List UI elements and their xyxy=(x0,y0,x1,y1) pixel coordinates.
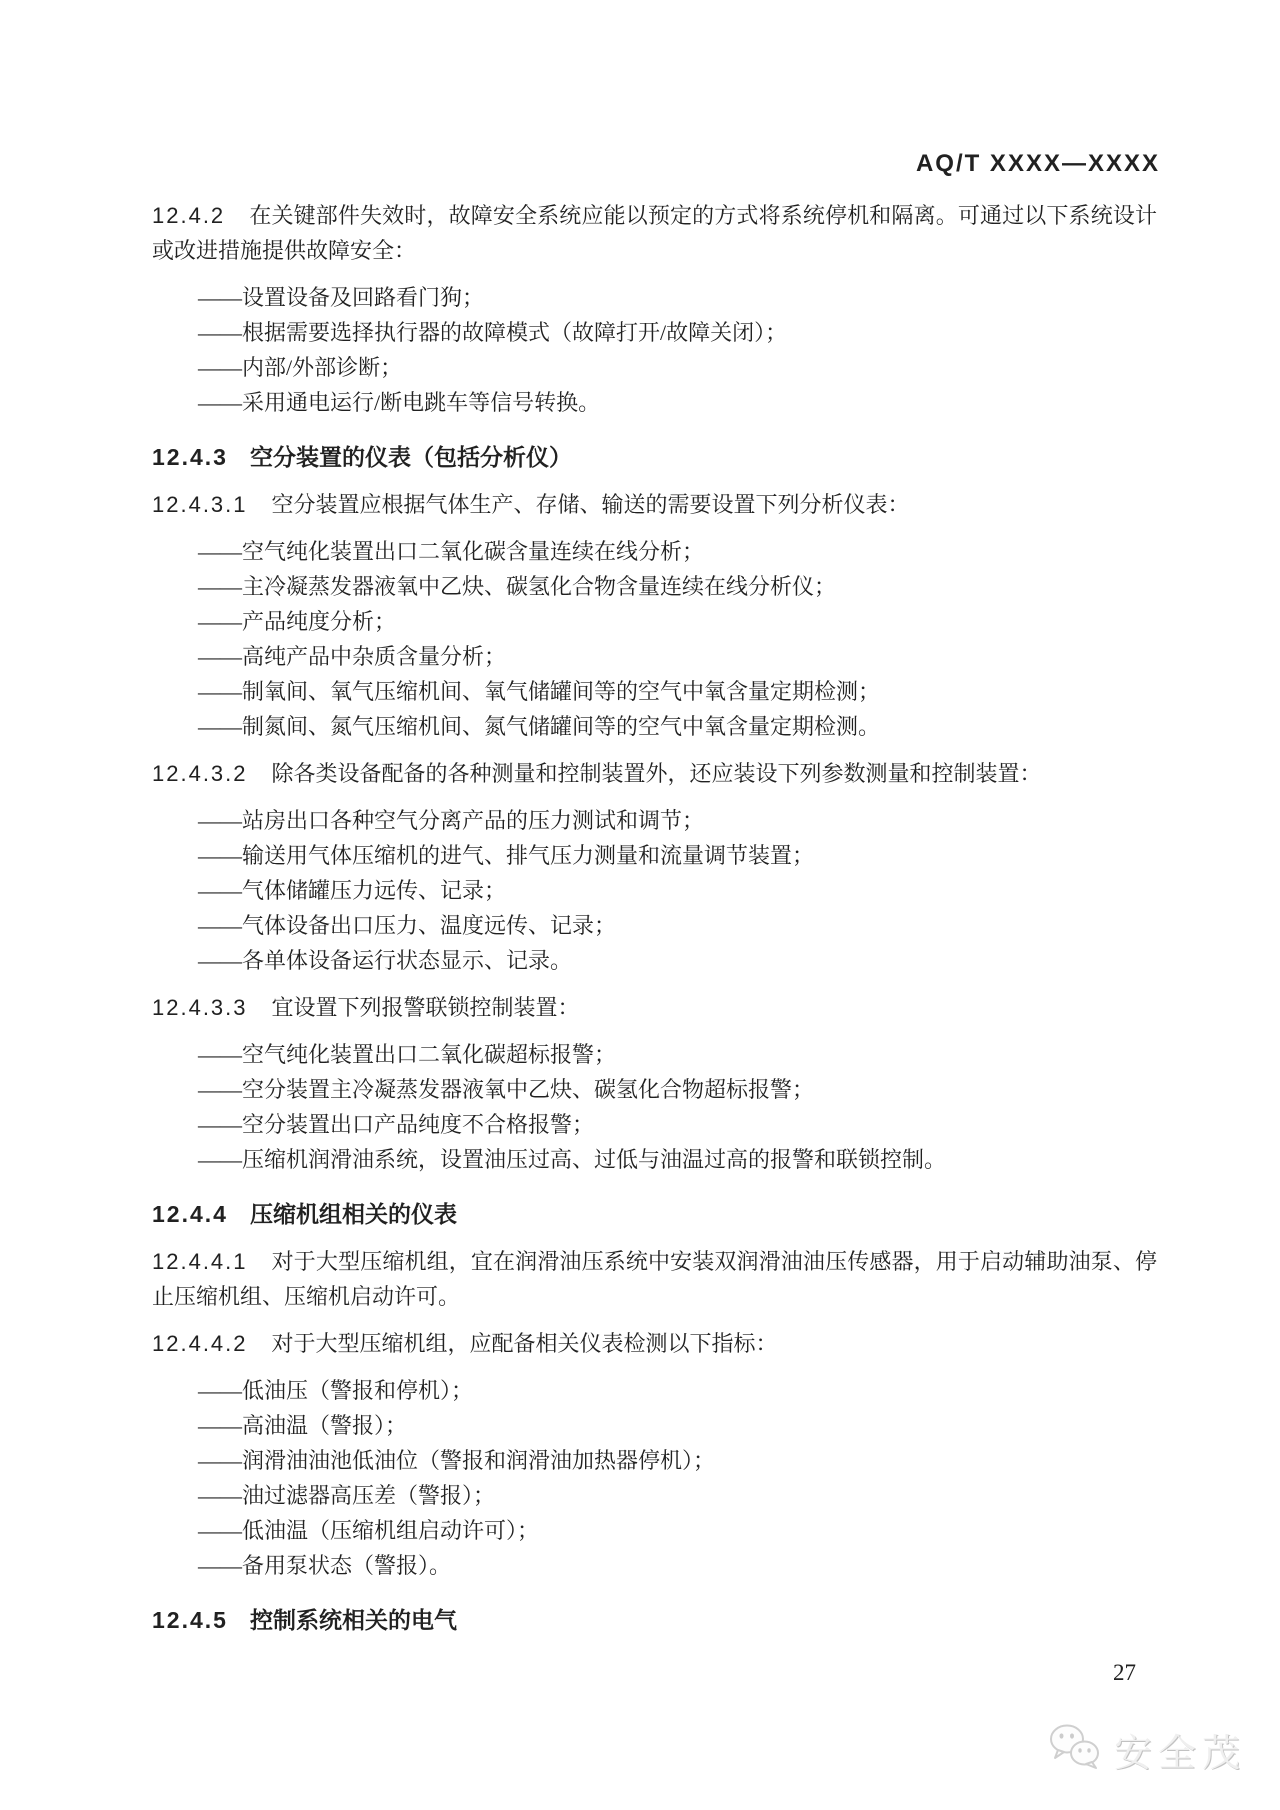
list-item: ——主冷凝蒸发器液氧中乙炔、碳氢化合物含量连续在线分析仪； xyxy=(198,574,837,599)
list-item: ——空分装置主冷凝蒸发器液氧中乙炔、碳氢化合物超标报警； xyxy=(198,1077,815,1102)
clause-text: 在关键部件失效时，故障安全系统应能以预定的方式将系统停机和隔离。可通过以下系统设计或改进措施提供故障安全： xyxy=(152,203,1157,263)
list-item: ——气体储罐压力远传、记录； xyxy=(198,878,507,903)
clause-number: 12.4.3.2 xyxy=(152,761,248,786)
clause-paragraph xyxy=(152,756,1157,791)
clause-text: 除各类设备配备的各种测量和控制装置外，还应装设下列参数测量和控制装置： xyxy=(271,761,1042,786)
clause-paragraph xyxy=(152,990,1157,1025)
list-item: ——空气纯化装置出口二氧化碳超标报警； xyxy=(198,1042,617,1067)
list-item: ——站房出口各种空气分离产品的压力测试和调节； xyxy=(198,808,705,833)
clause-text: 对于大型压缩机组，应配备相关仪表检测以下指标： xyxy=(271,1331,778,1356)
clause-paragraph xyxy=(152,1326,1157,1361)
list-item: ——内部/外部诊断； xyxy=(198,355,403,380)
dash-list xyxy=(152,1037,1157,1177)
list-item: ——各单体设备运行状态显示、记录。 xyxy=(198,948,573,973)
list-item: ——低油温（压缩机组启动许可）； xyxy=(198,1518,540,1543)
clause-text: 控制系统相关的电气 xyxy=(249,1607,457,1633)
list-item: ——空分装置出口产品纯度不合格报警； xyxy=(198,1112,595,1137)
dash-list xyxy=(152,803,1157,978)
list-item: ——备用泵状态（警报）。 xyxy=(198,1553,452,1578)
section-heading xyxy=(152,1603,1157,1638)
clause-number: 12.4.3 xyxy=(152,444,228,470)
clause-text: 压缩机组相关的仪表 xyxy=(249,1201,457,1227)
clause-text: 空分装置的仪表（包括分析仪） xyxy=(249,444,572,470)
clause-paragraph xyxy=(152,487,1157,522)
dash-list xyxy=(152,534,1157,744)
document-body xyxy=(152,198,1157,1638)
clause-number: 12.4.5 xyxy=(152,1607,228,1633)
clause-paragraph xyxy=(152,198,1157,268)
list-item: ——根据需要选择执行器的故障模式（故障打开/故障关闭）； xyxy=(198,320,788,345)
section-heading xyxy=(152,440,1157,475)
list-item: ——输送用气体压缩机的进气、排气压力测量和流量调节装置； xyxy=(198,843,815,868)
page-number: 27 xyxy=(1113,1660,1136,1685)
clause-paragraph xyxy=(152,1244,1157,1314)
dash-list xyxy=(152,280,1157,420)
clause-number: 12.4.3.3 xyxy=(152,995,248,1020)
list-item: ——产品纯度分析； xyxy=(198,609,397,634)
wechat-bubbles-icon xyxy=(1048,1722,1104,1777)
clause-text: 宜设置下列报警联锁控制装置： xyxy=(271,995,580,1020)
watermark-brand: 安全茂 xyxy=(1113,1733,1246,1775)
list-item: ——高油温（警报）； xyxy=(198,1413,408,1438)
watermark xyxy=(1048,1722,1246,1777)
section-heading xyxy=(152,1197,1157,1232)
list-item: ——油过滤器高压差（警报）； xyxy=(198,1483,496,1508)
list-item: ——低油压（警报和停机）； xyxy=(198,1378,474,1403)
list-item: ——制氧间、氧气压缩机间、氧气储罐间等的空气中氧含量定期检测； xyxy=(198,679,881,704)
clause-number: 12.4.4 xyxy=(152,1201,228,1227)
clause-text: 对于大型压缩机组，宜在润滑油压系统中安装双润滑油油压传感器，用于启动辅助油泵、停止压缩机组、压缩机启动许可。 xyxy=(152,1249,1157,1309)
list-item: ——采用通电运行/断电跳车等信号转换。 xyxy=(198,390,601,415)
list-item: ——润滑油油池低油位（警报和润滑油加热器停机）； xyxy=(198,1448,716,1473)
dash-list xyxy=(152,1373,1157,1583)
clause-number: 12.4.3.1 xyxy=(152,492,248,517)
clause-text: 空分装置应根据气体生产、存储、输送的需要设置下列分析仪表： xyxy=(271,492,910,517)
list-item: ——制氮间、氮气压缩机间、氮气储罐间等的空气中氧含量定期检测。 xyxy=(198,714,881,739)
clause-number: 12.4.4.2 xyxy=(152,1331,248,1356)
list-item: ——高纯产品中杂质含量分析； xyxy=(198,644,507,669)
clause-number: 12.4.4.1 xyxy=(152,1249,248,1274)
list-item: ——空气纯化装置出口二氧化碳含量连续在线分析； xyxy=(198,539,705,564)
clause-number: 12.4.2 xyxy=(152,203,226,228)
list-item: ——压缩机润滑油系统，设置油压过高、过低与油温过高的报警和联锁控制。 xyxy=(198,1147,947,1172)
list-item: ——设置设备及回路看门狗； xyxy=(198,285,485,310)
standard-number-header: AQ/T XXXX—XXXX xyxy=(915,150,1160,177)
list-item: ——气体设备出口压力、温度远传、记录； xyxy=(198,913,617,938)
